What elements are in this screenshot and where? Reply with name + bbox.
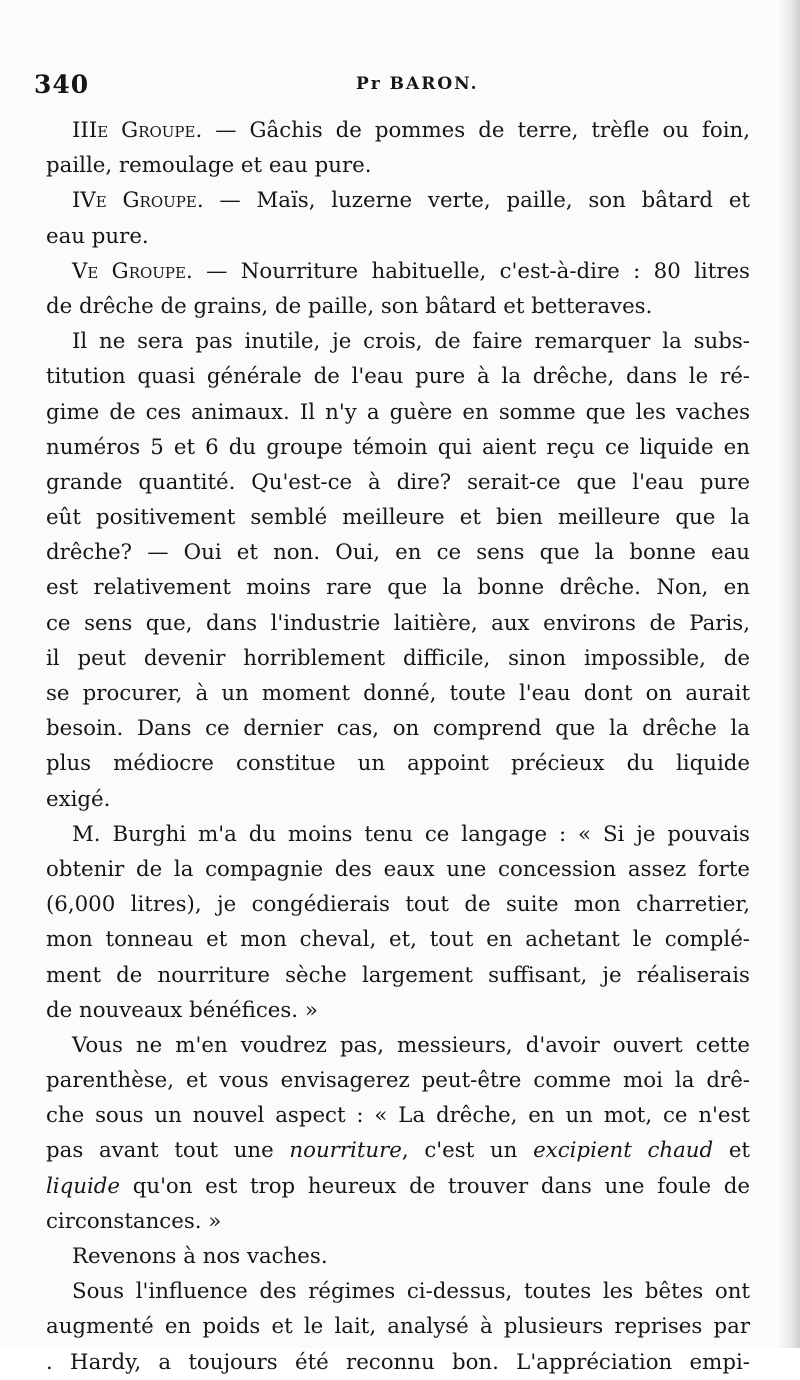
text-line-l15 <box>46 606 750 641</box>
text-run: paille, remoulage et eau pure. <box>46 153 372 179</box>
text-line-l06 <box>46 289 750 324</box>
text-line-l27 <box>46 1028 750 1063</box>
text-run: — Nourriture habituelle, c'est-à-dire : 80 litres <box>192 258 750 284</box>
page-gutter-shadow <box>778 0 800 1348</box>
text-run: Sous l'influence des régimes ci-dessus, toutes les bêtes ont <box>72 1279 750 1305</box>
group-heading: IVe Groupe. <box>72 188 204 214</box>
text-run: ce sens que, dans l'industrie laitière, aux environs de Paris, <box>46 610 750 636</box>
text-line-l18 <box>46 711 750 746</box>
text-line-l10 <box>46 430 750 465</box>
text-run: numéros 5 et 6 du groupe témoin qui aient reçu ce liquide en <box>46 434 750 460</box>
text-line-l29 <box>46 1098 750 1133</box>
text-run: eût positivement semblé meilleure et bien meilleure que la <box>46 505 750 531</box>
text-line-l07 <box>46 324 750 359</box>
text-run: che sous un nouvel aspect : « La drêche, en un mot, ce n'est <box>46 1103 750 1129</box>
page-header <box>34 70 754 104</box>
text-run: parenthèse, et vous envisagerez peut-être comme moi la drê- <box>46 1068 750 1094</box>
text-run: (6,000 litres), je congédierais tout de suite mon charretier, <box>46 892 750 918</box>
text-line-l12 <box>46 500 750 535</box>
text-line-l13 <box>46 535 750 570</box>
text-run: besoin. Dans ce dernier cas, on comprend que la drêche la <box>46 716 750 742</box>
text-run: drêche? — Oui et non. Oui, en ce sens que la bonne eau <box>46 540 750 566</box>
text-line-l26 <box>46 993 750 1028</box>
text-run: , c'est un <box>401 1138 534 1164</box>
group-heading: Ve Groupe. <box>72 258 193 284</box>
text-line-l36 <box>46 1345 750 1380</box>
text-run: se procurer, à un moment donné, toute l'eau dont on aurait <box>46 681 750 706</box>
text-line-l35 <box>46 1309 750 1344</box>
text-run: et <box>713 1138 750 1164</box>
text-run: Vous ne m'en voudrez pas, messieurs, d'avoir ouvert cette <box>72 1032 750 1058</box>
text-run: circonstances. » <box>46 1208 222 1234</box>
running-head: Pr BARON. <box>356 74 479 94</box>
text-line-l22 <box>46 852 750 887</box>
text-line-l09 <box>46 395 750 430</box>
text-line-l08 <box>46 359 750 394</box>
text-run: mon tonneau et mon cheval, et, tout en achetant le complé- <box>46 927 750 953</box>
text-run: gime de ces animaux. Il n'y a guère en somme que les vaches <box>46 399 750 425</box>
text-line-l21 <box>46 817 750 852</box>
group-heading: IIIe Groupe. <box>72 118 203 143</box>
page-number: 340 <box>34 70 90 99</box>
text-line-l05 <box>46 254 750 289</box>
text-line-l28 <box>46 1063 750 1098</box>
text-line-l03 <box>46 183 750 218</box>
text-run: M. Burghi m'a du moins tenu ce langage : « Si je pouvais <box>72 821 750 847</box>
italic-text: excipient chaud <box>533 1138 714 1164</box>
text-run: il peut devenir horriblement difficile, sinon impossible, de <box>46 645 750 671</box>
text-run: eau pure. <box>46 223 149 249</box>
text-run: grande quantité. Qu'est-ce à dire? serait-ce que l'eau pure <box>46 469 750 495</box>
text-run: — Gâchis de pommes de terre, trèfle ou foin, <box>202 118 750 143</box>
text-run: de drêche de grains, de paille, son bâtard et betteraves. <box>46 293 653 319</box>
text-run: exigé. <box>46 786 111 812</box>
text-run: ment de nourriture sèche largement suffisant, je réaliserais <box>46 962 750 988</box>
text-run: pas avant tout une <box>46 1138 290 1164</box>
text-run: qu'on est trop heureux de trouver dans une foule de <box>120 1173 750 1199</box>
text-line-l19 <box>46 746 750 781</box>
text-line-l17 <box>46 676 750 711</box>
text-run: . Hardy, a toujours été reconnu bon. L'appréciation empi- <box>46 1349 750 1375</box>
text-run: Il ne sera pas inutile, je crois, de faire remarquer la subs- <box>72 329 750 355</box>
text-line-l25 <box>46 958 750 993</box>
text-line-l04 <box>46 219 750 254</box>
text-line-l23 <box>46 887 750 922</box>
text-line-l14 <box>46 570 750 605</box>
text-line-l11 <box>46 465 750 500</box>
text-line-l34 <box>46 1274 750 1309</box>
italic-text: liquide <box>46 1173 121 1199</box>
text-line-l30 <box>46 1133 750 1168</box>
text-line-l20 <box>46 782 750 817</box>
text-line-l31 <box>46 1169 750 1204</box>
text-run: titution quasi générale de l'eau pure à la drêche, dans le ré- <box>46 364 750 390</box>
text-line-l01 <box>46 113 750 148</box>
text-run: — Maïs, luzerne verte, paille, son bâtard et <box>203 188 750 214</box>
text-run: augmenté en poids et le lait, analysé à plusieurs reprises par <box>46 1314 750 1340</box>
text-run: obtenir de la compagnie des eaux une concession assez forte <box>46 856 750 882</box>
text-run: de nouveaux bénéfices. » <box>46 997 318 1023</box>
text-line-l02 <box>46 148 750 183</box>
text-run: plus médiocre constitue un appoint précieux du liquide <box>46 751 750 777</box>
text-line-l33 <box>46 1239 750 1274</box>
text-line-l32 <box>46 1204 750 1239</box>
text-run: est relativement moins rare que la bonne drêche. Non, en <box>46 575 750 601</box>
body-text <box>46 113 750 1380</box>
italic-text: nourriture <box>289 1138 402 1164</box>
text-run: Revenons à nos vaches. <box>72 1244 328 1269</box>
text-line-l16 <box>46 641 750 676</box>
text-line-l24 <box>46 922 750 957</box>
